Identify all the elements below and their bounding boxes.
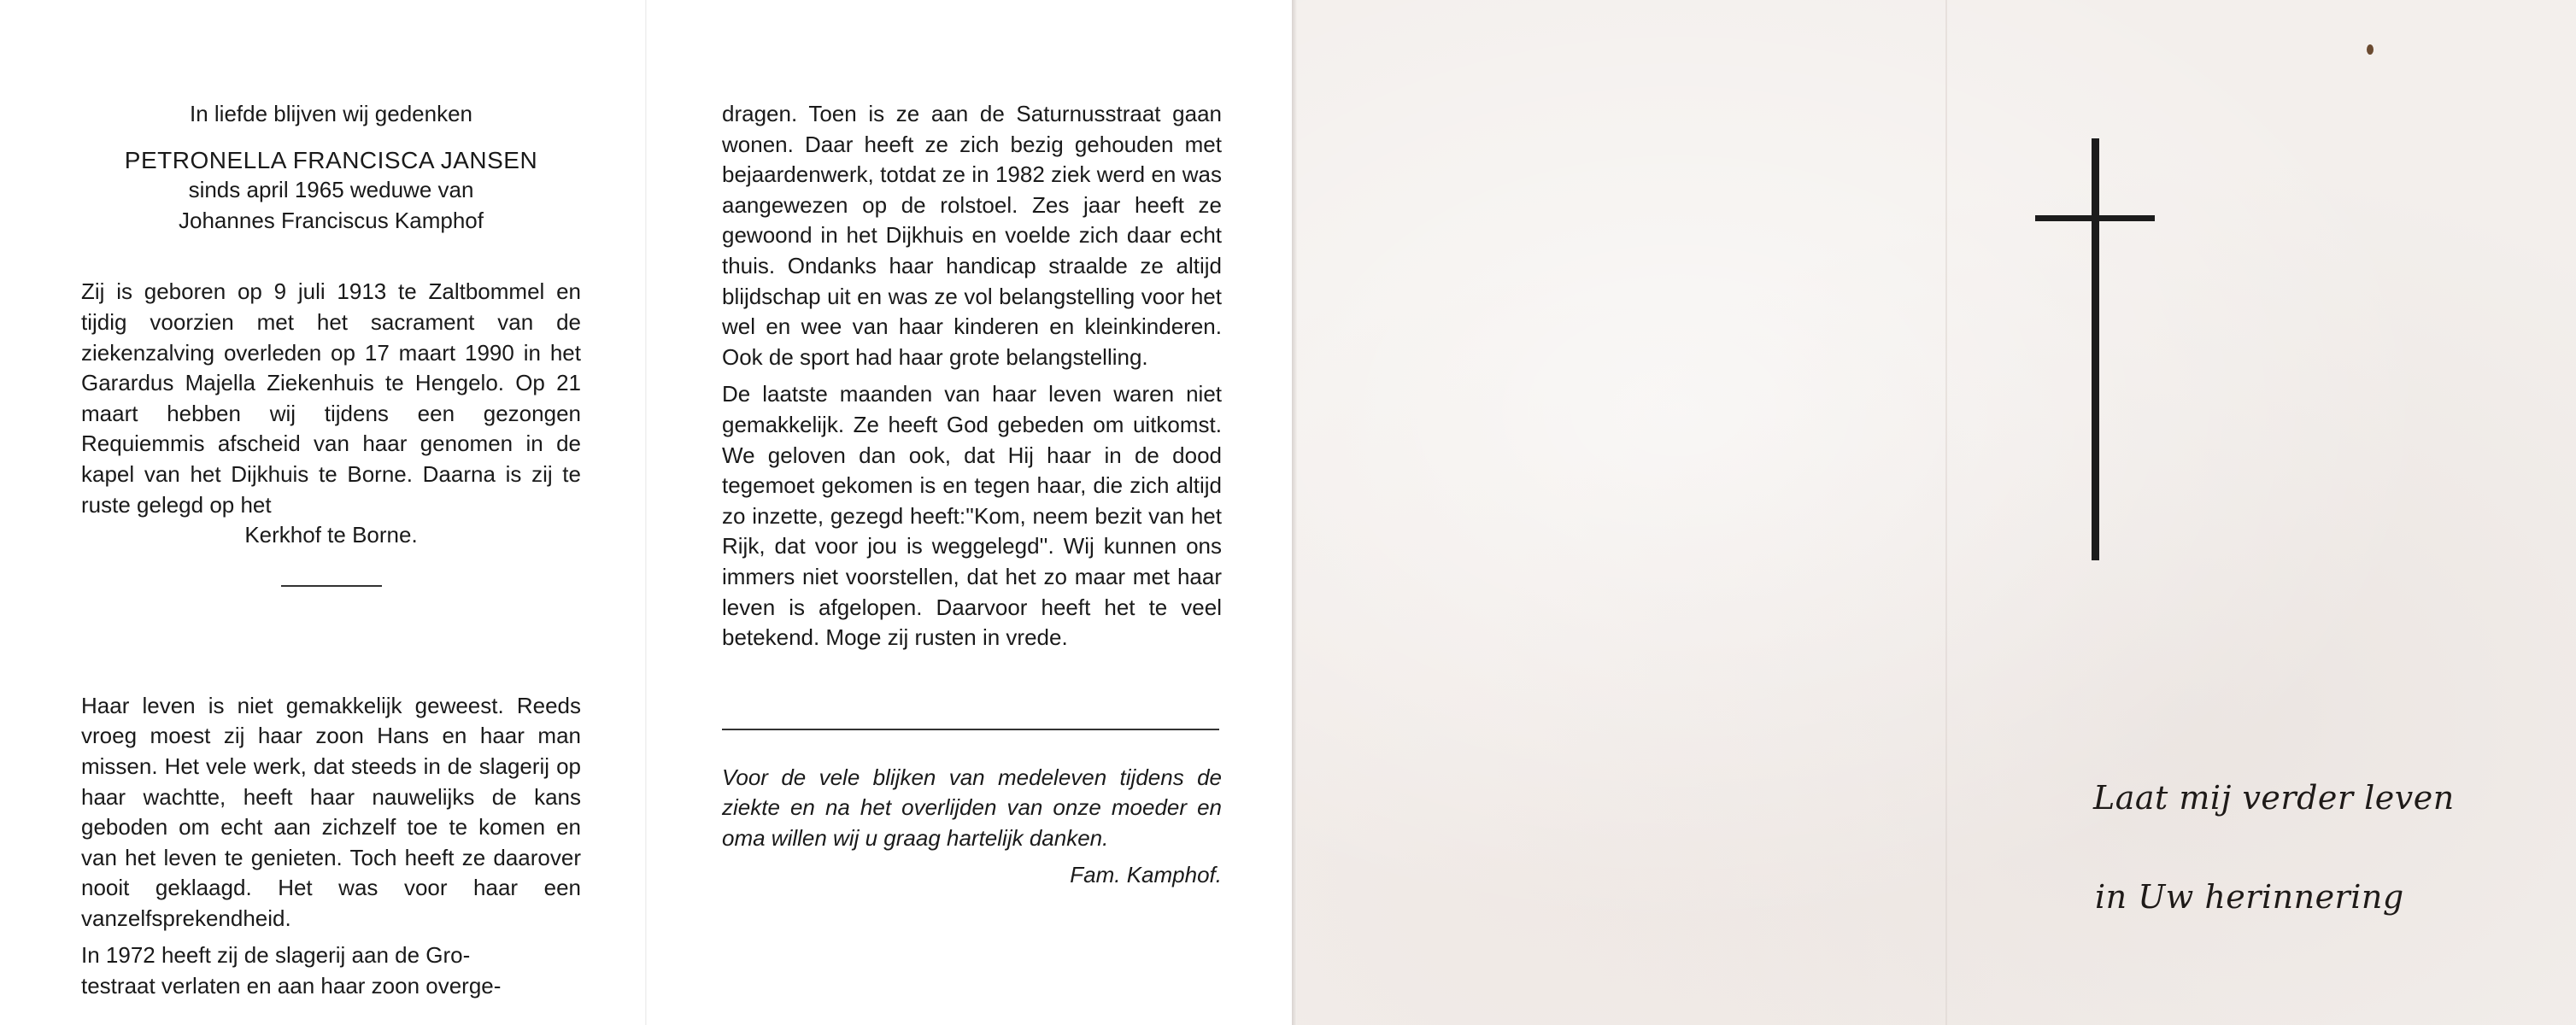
paper-edge (1292, 0, 1297, 1025)
verse-line-2: in Uw herinnering (2095, 878, 2404, 916)
family-signature: Fam. Kamphof. (1070, 862, 1222, 888)
paper-speck (2367, 44, 2374, 55)
life-paragraph-2-continued: dragen. Toen is ze aan de Saturnusstraat gaan wonen. Daar heeft ze zich bezig gehouden met bejaardenwerk, totdat ze in 1982 ziek werd en was aangewezen op de rolstoel. Zes jaar heeft ze gewoond in het Dijkhuis en voelde zich daar echt thuis. Ondanks haar handicap straalde ze altijd blijdschap uit en was ze vol belangstelling voor het wel en wee van haar kinderen en kleinkinderen. Ook de sport had haar grote belangstelling. (722, 101, 1222, 370)
center-fold (645, 0, 647, 1025)
widow-line-1: sinds april 1965 weduwe van (188, 177, 474, 203)
life-paragraph-1: Haar leven is niet gemakkelijk geweest. Reeds vroeg moest zij haar zoon Hans en haar man missen. Het vele werk, dat steeds in de slagerij op haar wachtte, heeft haar nauwelijks de kans geboden om echt aan zichzelf toe te komen en van het leven te genieten. Toch heeft ze daarover nooit geklaagd. Het was voor haar een vanzelfsprekendheid. (81, 692, 581, 931)
thanks-divider (722, 729, 1219, 730)
outer-fold (1945, 0, 1947, 1025)
right-column (722, 99, 1222, 891)
outer-spread (1292, 0, 2576, 1025)
deceased-name: PETRONELLA FRANCISCA JANSEN (124, 146, 538, 173)
birth-paragraph: Zij is geboren op 9 juli 1913 te Zaltbommel en tijdig voorzien met het sacrament van de ziekenzalving overleden op 17 maart 1990 in het Garardus Majella Ziekenhuis te Hengelo. Op 21 maart hebben wij tijdens een gezongen Requiemmis afscheid van haar genomen in de kapel van het Dijkhuis te Borne. Daarna is zij te ruste gelegd op het (81, 278, 581, 518)
widow-line-2: Johannes Franciscus Kamphof (179, 207, 484, 233)
life-paragraph-2-line-a: In 1972 heeft zij de slagerij aan de Gro- (81, 942, 471, 969)
thanks-paragraph: Voor de vele blijken van medeleven tijdens de ziekte en na het overlijden van onze moeder en oma willen wij u graag hartelijk danken. (722, 764, 1222, 851)
life-paragraph-2-line-b: testraat verlaten en aan haar zoon overge- (81, 973, 502, 999)
last-months-paragraph: De laatste maanden van haar leven waren niet gemakkelijk. Ze heeft God gebeden om uitkomst. We geloven dan ook, dat Hij haar in de dood tegemoet gekomen is en tegen haar, die zich altijd zo inzette, gezegd heeft:''Kom, neem bezit van het Rijk, dat voor jou is weggelegd''. Wij kunnen ons immers niet voorstellen, dat het zo maar met haar leven is afgelopen. Daarvoor heeft het te veel betekend. Moge zij rusten in vrede. (722, 381, 1222, 651)
memorial-heading: In liefde blijven wij gedenken (190, 101, 472, 126)
left-column (81, 99, 581, 1002)
verse-line-1: Laat mij verder leven (2093, 779, 2455, 817)
latin-cross-icon (2035, 138, 2155, 565)
birth-paragraph-last-line: Kerkhof te Borne. (244, 522, 418, 548)
